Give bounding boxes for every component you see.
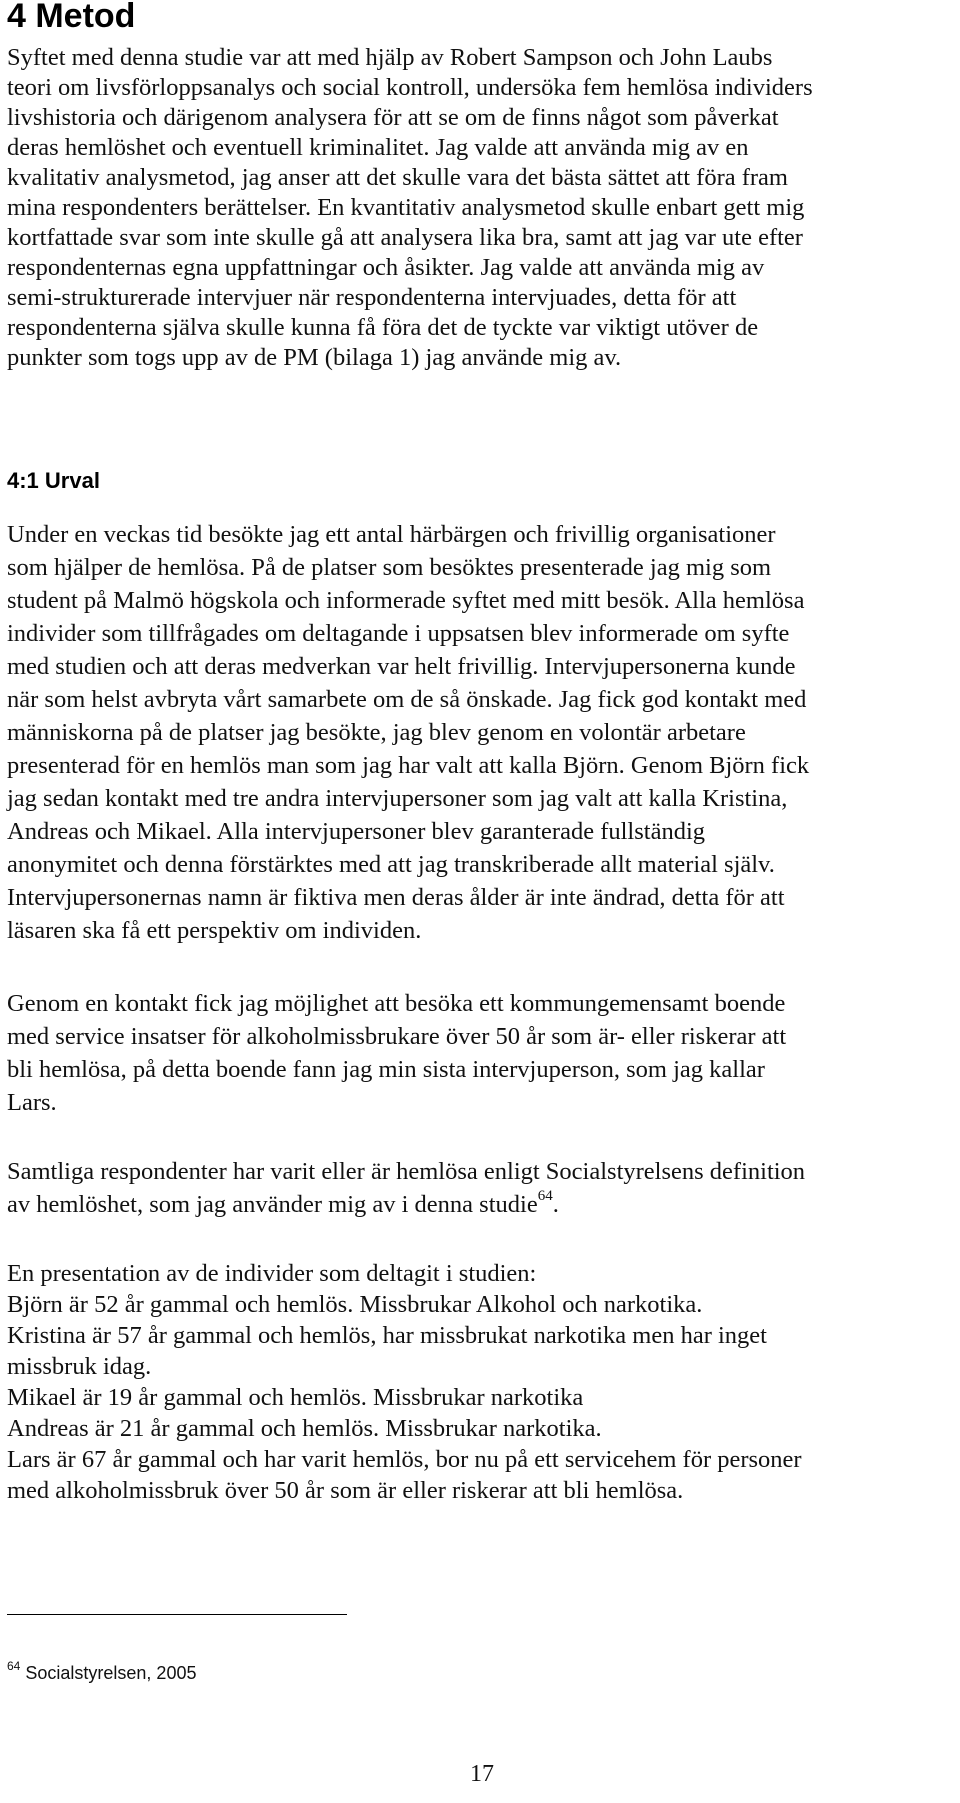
footnote: [7, 1660, 196, 1686]
paragraph-text: av hemlöshet, som jag använder mig av i denna studie: [7, 1191, 538, 1218]
footnote-reference[interactable]: 64: [537, 1187, 553, 1204]
paragraph-line: jag sedan kontakt med tre andra intervjupersoner som jag valt att kalla Kristina,: [7, 785, 788, 812]
footnote-text: Socialstyrelsen, 2005: [25, 1663, 197, 1683]
paragraph-line: Under en veckas tid besökte jag ett antal härbärgen och frivillig organisationer: [7, 521, 776, 548]
page-number: 17: [470, 1761, 494, 1787]
participant-line: Björn är 52 år gammal och hemlös. Missbrukar Alkohol och narkotika.: [7, 1291, 703, 1318]
participant-line: missbruk idag.: [7, 1353, 152, 1380]
paragraph-line: Lars.: [7, 1089, 57, 1116]
subsection-heading: 4:1 Urval: [7, 468, 100, 493]
paragraph-text-end: .: [552, 1191, 559, 1218]
paragraph-line: respondenterna själva skulle kunna få föra det de tyckte var viktigt utöver de: [7, 314, 759, 341]
paragraph-line: när som helst avbryta vårt samarbete om de så önskade. Jag fick god kontakt med: [7, 686, 807, 713]
footnote-number: 64: [7, 1659, 21, 1673]
paragraph-line: teori om livsförloppsanalys och social kontroll, undersöka fem hemlösa individers: [7, 74, 813, 101]
section-heading: 4 Metod: [7, 0, 136, 35]
paragraph-line: livshistoria och därigenom analysera för att se om de finns något som påverkat: [7, 104, 779, 131]
paragraph-line: deras hemlöshet och eventuell kriminalitet. Jag valde att använda mig av en: [7, 134, 749, 161]
paragraph-line: semi-strukturerade intervjuer när respondenterna intervjuades, detta för att: [7, 284, 737, 311]
paragraph-line: kortfattade svar som inte skulle gå att analysera lika bra, samt att jag var ute efter: [7, 224, 803, 251]
participant-line: Mikael är 19 år gammal och hemlös. Missbrukar narkotika: [7, 1384, 584, 1411]
participant-line: Lars är 67 år gammal och har varit hemlös, bor nu på ett servicehem för personer: [7, 1446, 802, 1473]
paragraph-line: student på Malmö högskola och informerade syftet med mitt besök. Alla hemlösa: [7, 587, 805, 614]
footnote-separator: [7, 1614, 347, 1615]
paragraph-line: bli hemlösa, på detta boende fann jag min sista intervjuperson, som jag kallar: [7, 1056, 765, 1083]
paragraph-line: presenterad för en hemlös man som jag har valt att kalla Björn. Genom Björn fick: [7, 752, 810, 779]
participant-line: Andreas är 21 år gammal och hemlös. Missbrukar narkotika.: [7, 1415, 602, 1442]
paragraph-line: respondenternas egna uppfattningar och åsikter. Jag valde att använda mig av: [7, 254, 765, 281]
participant-line: med alkoholmissbruk över 50 år som är eller riskerar att bli hemlösa.: [7, 1477, 684, 1504]
paragraph-line: mina respondenters berättelser. En kvantitativ analysmetod skulle enbart gett mig: [7, 194, 805, 221]
paragraph-line: kvalitativ analysmetod, jag anser att det skulle vara det bästa sättet att föra fram: [7, 164, 788, 191]
paragraph-line: Genom en kontakt fick jag möjlighet att besöka ett kommungemensamt boende: [7, 990, 786, 1017]
paragraph-line: med service insatser för alkoholmissbrukare över 50 år som är- eller riskerar att: [7, 1023, 787, 1050]
paragraph-line: Andreas och Mikael. Alla intervjupersoner blev garanterade fullständig: [7, 818, 706, 845]
paragraph-line: läsaren ska få ett perspektiv om individen.: [7, 917, 422, 944]
paragraph-line: Samtliga respondenter har varit eller är hemlösa enligt Socialstyrelsens definition: [7, 1158, 806, 1185]
presentation-intro: En presentation av de individer som deltagit i studien:: [7, 1260, 537, 1287]
paragraph-line: människorna på de platser jag besökte, jag blev genom en volontär arbetare: [7, 719, 746, 746]
paragraph-line: Syftet med denna studie var att med hjälp av Robert Sampson och John Laubs: [7, 44, 773, 71]
paragraph-line: individer som tillfrågades om deltagande i uppsatsen blev informerade om syfte: [7, 620, 790, 647]
paragraph-line: med studien och att deras medverkan var helt frivillig. Intervjupersonerna kunde: [7, 653, 796, 680]
paragraph-line: som hjälper de hemlösa. På de platser som besöktes presenterade jag mig som: [7, 554, 772, 581]
paragraph-line: Intervjupersonernas namn är fiktiva men deras ålder är inte ändrad, detta för att: [7, 884, 785, 911]
paragraph-line: punkter som togs upp av de PM (bilaga 1) jag använde mig av.: [7, 344, 622, 371]
paragraph-line: [7, 1189, 559, 1222]
participant-line: Kristina är 57 år gammal och hemlös, har missbrukat narkotika men har inget: [7, 1322, 767, 1349]
paragraph-line: anonymitet och denna förstärktes med att jag transkriberade allt material själv.: [7, 851, 775, 878]
